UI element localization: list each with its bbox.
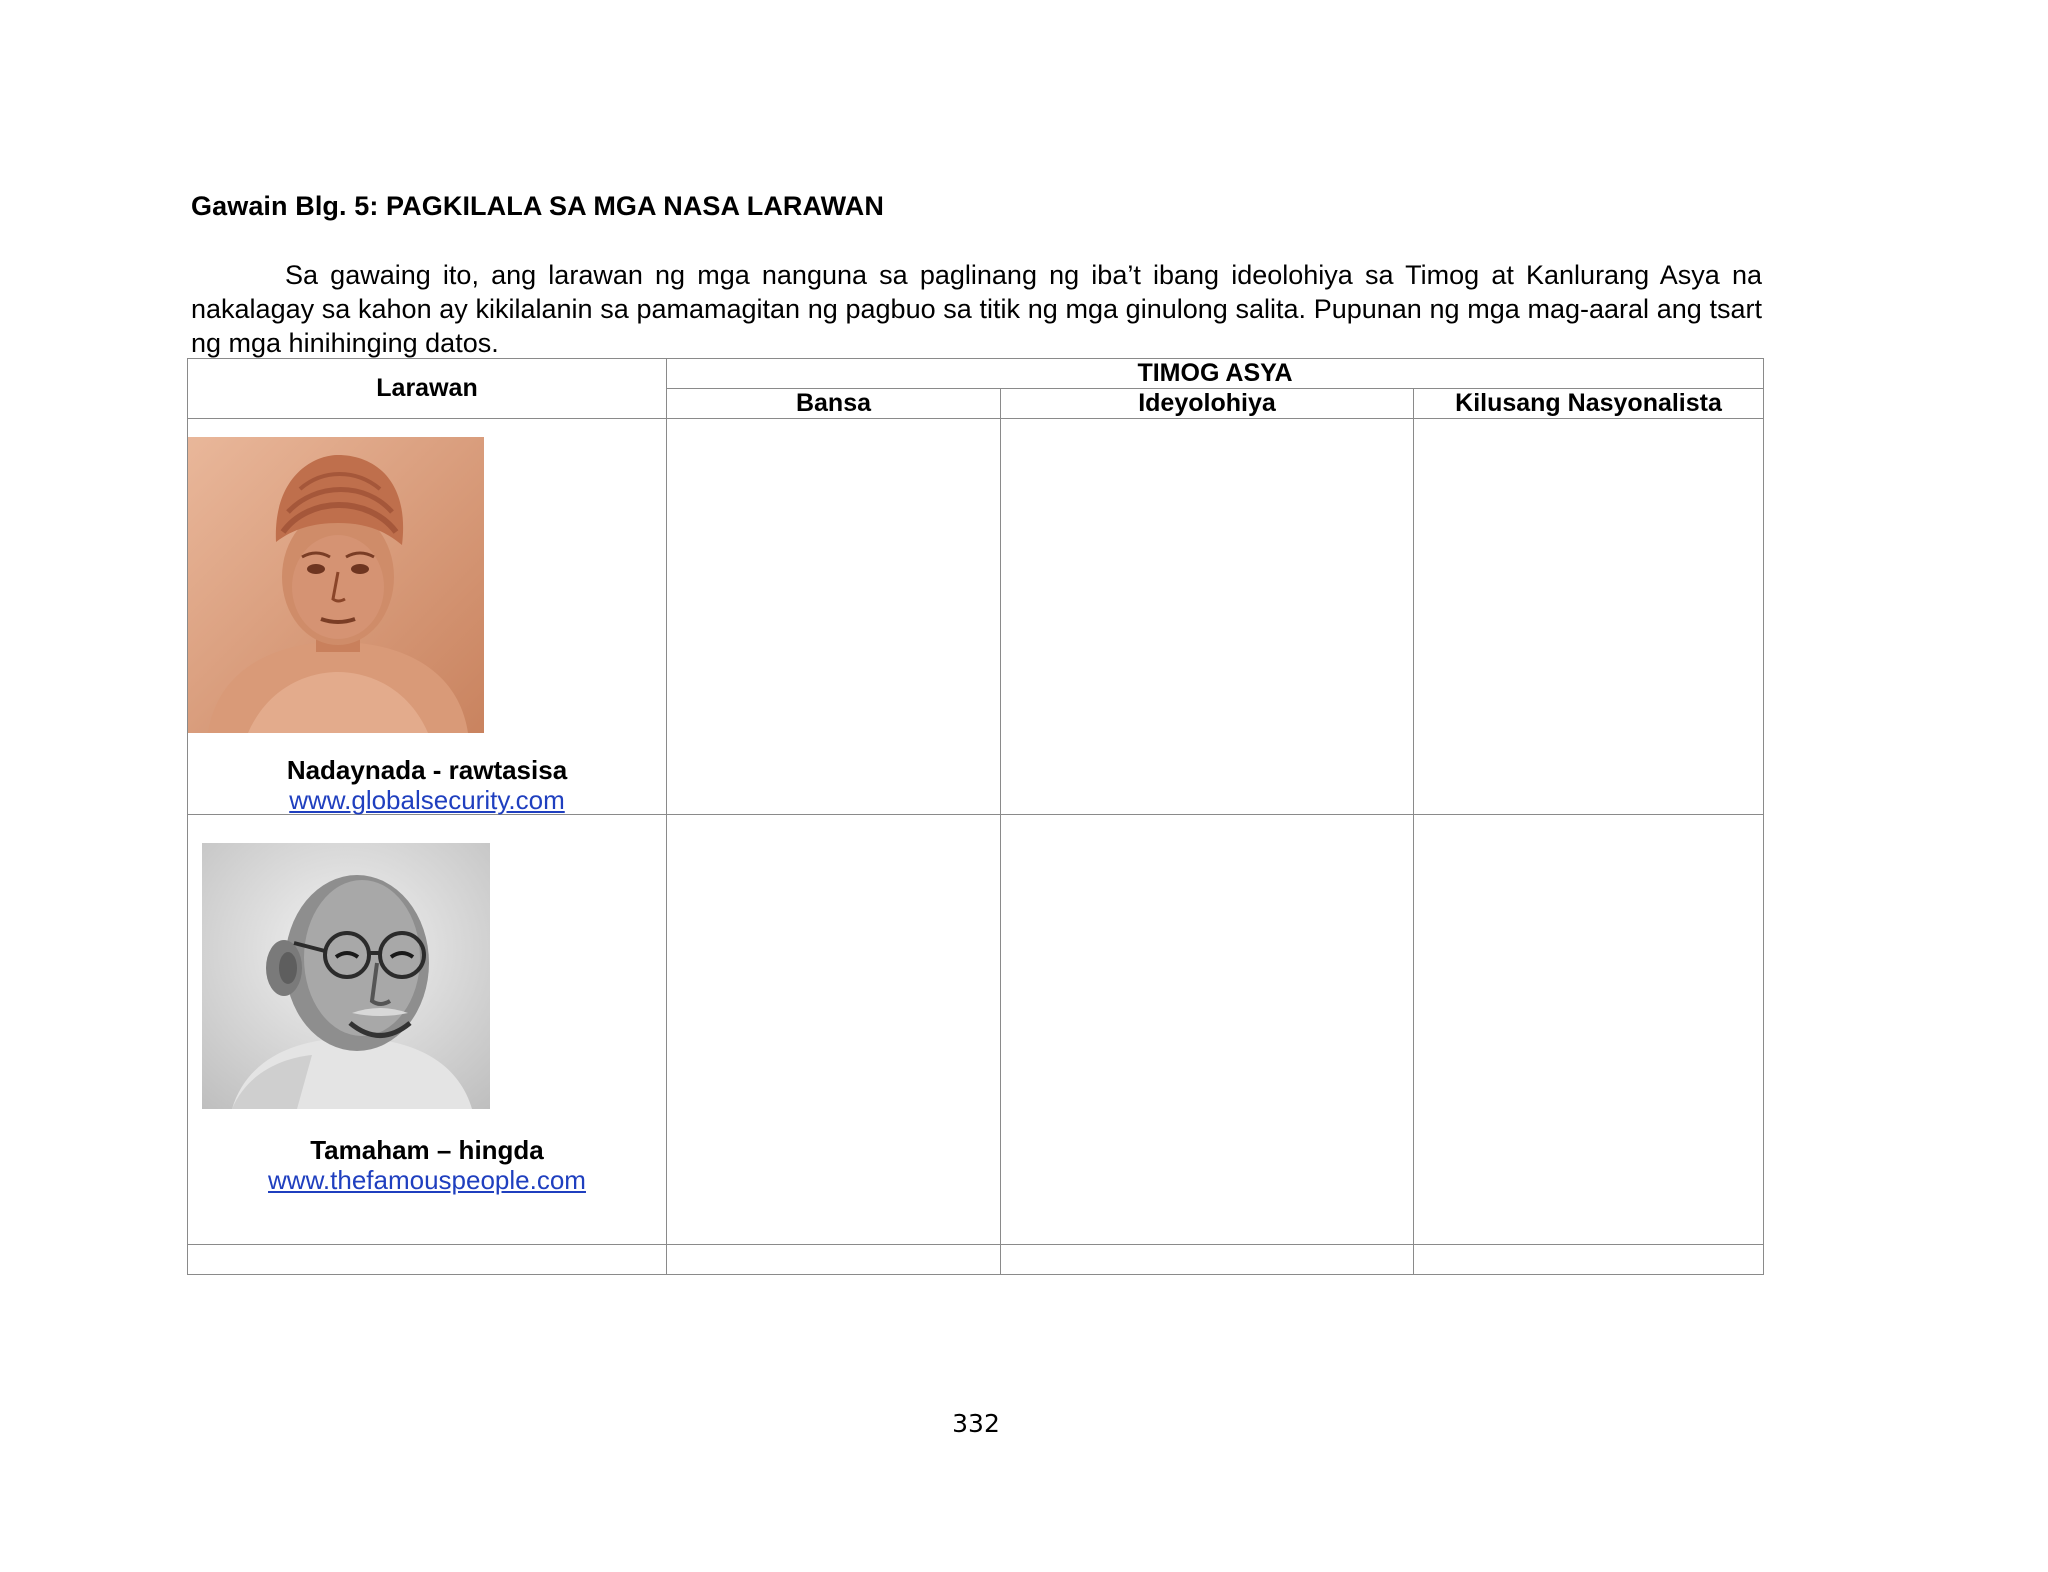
ideyolohiya-answer-cell[interactable]	[1001, 419, 1414, 815]
portrait-smiling-man-glasses-image	[202, 843, 490, 1109]
kilusang-answer-cell[interactable]	[1414, 815, 1764, 1245]
larawan-cell	[188, 815, 667, 1245]
bansa-answer-cell[interactable]	[667, 1245, 1001, 1275]
page-number: 332	[952, 1409, 1000, 1438]
ideyolohiya-answer-cell[interactable]	[1001, 815, 1414, 1245]
table-row	[188, 1245, 1764, 1275]
header-kilusang-nasyonalista: Kilusang Nasyonalista	[1414, 389, 1764, 419]
larawan-cell	[188, 1245, 667, 1275]
ideyolohiya-answer-cell[interactable]	[1001, 1245, 1414, 1275]
header-larawan: Larawan	[188, 359, 667, 419]
header-timog-asya: TIMOG ASYA	[667, 359, 1764, 389]
table-row	[188, 419, 1764, 815]
bansa-answer-cell[interactable]	[667, 815, 1001, 1245]
bansa-answer-cell[interactable]	[667, 419, 1001, 815]
kilusang-answer-cell[interactable]	[1414, 419, 1764, 815]
portrait-turbaned-man-image	[188, 437, 484, 733]
table-row	[188, 815, 1764, 1245]
header-ideyolohiya: Ideyolohiya	[1001, 389, 1414, 419]
header-bansa: Bansa	[667, 389, 1001, 419]
answer-chart-table	[187, 358, 1764, 1275]
larawan-cell	[188, 419, 667, 815]
row1-caption: Nadaynada - rawtasisa	[286, 755, 568, 785]
activity-instructions	[191, 258, 1762, 360]
kilusang-answer-cell[interactable]	[1414, 1245, 1764, 1275]
row2-caption: Tamaham – hingda	[310, 1135, 544, 1165]
activity-title: Gawain Blg. 5: PAGKILALA SA MGA NASA LARAWAN	[191, 191, 884, 221]
instructions-text: Sa gawaing ito, ang larawan ng mga nanguna sa paglinang ng iba’t ibang ideolohiya sa Timog at Kanlurang Asya na nakalagay sa kahon ay kikilalanin sa pamamagitan ng pagbuo sa titik ng mga ginulong salita. Pupunan ng mga mag-aaral ang tsart ng mga hinihinging datos.	[191, 260, 1762, 358]
row1-source-link[interactable]: www.globalsecurity.com	[289, 785, 565, 815]
row2-source-link[interactable]: www.thefamouspeople.com	[268, 1165, 586, 1195]
